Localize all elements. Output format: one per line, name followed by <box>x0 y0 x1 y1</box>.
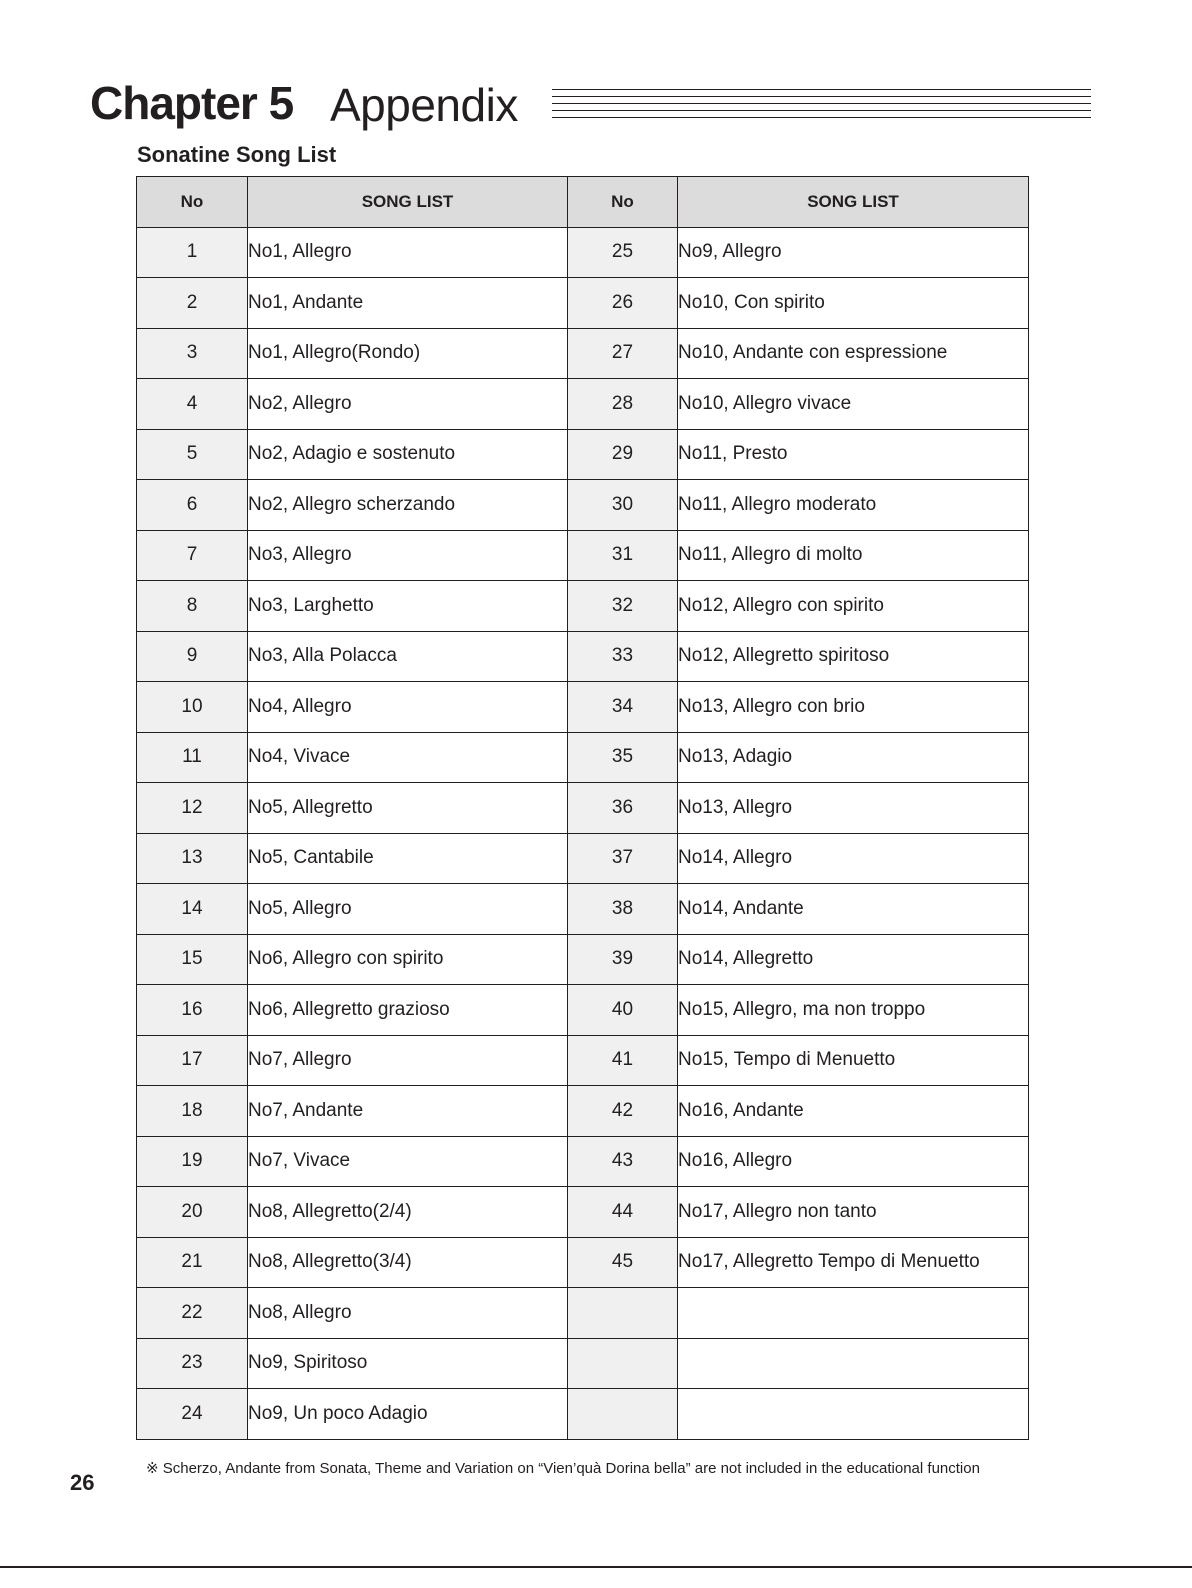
song-number-cell: 15 <box>137 934 248 985</box>
song-number-cell: 40 <box>568 985 678 1036</box>
bottom-rule <box>0 1566 1192 1568</box>
song-number-cell: 11 <box>137 732 248 783</box>
song-title-cell: No7, Allegro <box>248 1035 568 1086</box>
song-number-cell: 19 <box>137 1136 248 1187</box>
song-title-cell: No15, Allegro, ma non troppo <box>678 985 1029 1036</box>
song-number-cell: 8 <box>137 581 248 632</box>
song-title-cell: No1, Allegro <box>248 227 568 278</box>
song-number-cell: 45 <box>568 1237 678 1288</box>
song-number-cell: 12 <box>137 783 248 834</box>
song-number-cell: 33 <box>568 631 678 682</box>
song-title-cell: No7, Andante <box>248 1086 568 1137</box>
song-number-cell: 17 <box>137 1035 248 1086</box>
table-row <box>137 278 1029 329</box>
table-row <box>137 783 1029 834</box>
chapter-label: Chapter 5 <box>90 77 294 129</box>
table-row <box>137 379 1029 430</box>
song-number-cell: 10 <box>137 682 248 733</box>
song-number-cell <box>568 1389 678 1440</box>
table-header-row <box>137 177 1029 228</box>
song-title-cell: No5, Cantabile <box>248 833 568 884</box>
song-number-cell: 14 <box>137 884 248 935</box>
song-number-cell: 18 <box>137 1086 248 1137</box>
song-title-cell: No10, Con spirito <box>678 278 1029 329</box>
song-title-cell: No10, Allegro vivace <box>678 379 1029 430</box>
song-number-cell: 24 <box>137 1389 248 1440</box>
song-number-cell: 3 <box>137 328 248 379</box>
table-row <box>137 833 1029 884</box>
song-number-cell: 29 <box>568 429 678 480</box>
song-title-cell: No9, Spiritoso <box>248 1338 568 1389</box>
song-title-cell: No8, Allegro <box>248 1288 568 1339</box>
column-header-song-list: SONG LIST <box>248 177 568 228</box>
song-number-cell: 32 <box>568 581 678 632</box>
song-number-cell <box>568 1288 678 1339</box>
song-number-cell: 13 <box>137 833 248 884</box>
table-row <box>137 1136 1029 1187</box>
song-number-cell: 43 <box>568 1136 678 1187</box>
song-number-cell: 1 <box>137 227 248 278</box>
table-row <box>137 985 1029 1036</box>
song-title-cell: No8, Allegretto(2/4) <box>248 1187 568 1238</box>
song-title-cell: No5, Allegro <box>248 884 568 935</box>
table-row <box>137 480 1029 531</box>
table-row <box>137 581 1029 632</box>
song-title-cell: No5, Allegretto <box>248 783 568 834</box>
page-title: Appendix <box>330 79 518 131</box>
song-title-cell: No10, Andante con espressione <box>678 328 1029 379</box>
song-title-cell: No4, Vivace <box>248 732 568 783</box>
table-row <box>137 682 1029 733</box>
song-title-cell: No12, Allegro con spirito <box>678 581 1029 632</box>
song-title-cell: No13, Allegro con brio <box>678 682 1029 733</box>
table-row <box>137 884 1029 935</box>
song-number-cell: 25 <box>568 227 678 278</box>
song-title-cell: No6, Allegro con spirito <box>248 934 568 985</box>
page-number: 26 <box>70 1470 95 1495</box>
table-row <box>137 1389 1029 1440</box>
rule-line <box>552 89 1091 90</box>
song-number-cell: 36 <box>568 783 678 834</box>
song-title-cell: No15, Tempo di Menuetto <box>678 1035 1029 1086</box>
song-title-cell: No2, Allegro scherzando <box>248 480 568 531</box>
song-number-cell: 41 <box>568 1035 678 1086</box>
song-number-cell: 27 <box>568 328 678 379</box>
table-row <box>137 227 1029 278</box>
column-header-no: No <box>137 177 248 228</box>
table-row <box>137 1237 1029 1288</box>
song-number-cell: 30 <box>568 480 678 531</box>
song-number-cell: 35 <box>568 732 678 783</box>
column-header-no: No <box>568 177 678 228</box>
table-row <box>137 1187 1029 1238</box>
song-title-cell: No11, Presto <box>678 429 1029 480</box>
song-title-cell: No11, Allegro di molto <box>678 530 1029 581</box>
footnote: ※ Scherzo, Andante from Sonata, Theme and Variation on “Vien’quà Dorina bella” are not included in the educational function <box>146 1460 980 1477</box>
song-number-cell: 31 <box>568 530 678 581</box>
song-title-cell: No2, Allegro <box>248 379 568 430</box>
song-title-cell: No2, Adagio e sostenuto <box>248 429 568 480</box>
song-title-cell: No9, Allegro <box>678 227 1029 278</box>
song-number-cell: 44 <box>568 1187 678 1238</box>
table-row <box>137 934 1029 985</box>
song-title-cell: No14, Allegretto <box>678 934 1029 985</box>
song-title-cell: No11, Allegro moderato <box>678 480 1029 531</box>
song-number-cell: 21 <box>137 1237 248 1288</box>
song-title-cell: No8, Allegretto(3/4) <box>248 1237 568 1288</box>
song-number-cell: 6 <box>137 480 248 531</box>
song-title-cell: No1, Allegro(Rondo) <box>248 328 568 379</box>
song-number-cell: 22 <box>137 1288 248 1339</box>
song-title-cell: No14, Andante <box>678 884 1029 935</box>
song-number-cell: 26 <box>568 278 678 329</box>
table-row <box>137 328 1029 379</box>
song-title-cell: No3, Larghetto <box>248 581 568 632</box>
song-number-cell: 37 <box>568 833 678 884</box>
song-number-cell: 38 <box>568 884 678 935</box>
table-row <box>137 1338 1029 1389</box>
song-number-cell: 7 <box>137 530 248 581</box>
column-header-song-list: SONG LIST <box>678 177 1029 228</box>
song-title-cell: No13, Adagio <box>678 732 1029 783</box>
song-title-cell: No13, Allegro <box>678 783 1029 834</box>
rule-line <box>552 117 1091 118</box>
table-row <box>137 429 1029 480</box>
song-list-table <box>136 176 1029 1440</box>
song-number-cell: 28 <box>568 379 678 430</box>
song-title-cell: No7, Vivace <box>248 1136 568 1187</box>
title-rule-lines <box>552 89 1091 125</box>
table-row <box>137 530 1029 581</box>
song-number-cell: 34 <box>568 682 678 733</box>
song-title-cell <box>678 1338 1029 1389</box>
song-title-cell: No4, Allegro <box>248 682 568 733</box>
song-number-cell: 16 <box>137 985 248 1036</box>
rule-line <box>552 103 1091 104</box>
song-title-cell: No16, Allegro <box>678 1136 1029 1187</box>
rule-line <box>552 96 1091 97</box>
song-number-cell <box>568 1338 678 1389</box>
table-row <box>137 1035 1029 1086</box>
table-row <box>137 1288 1029 1339</box>
song-title-cell: No6, Allegretto grazioso <box>248 985 568 1036</box>
table-row <box>137 1086 1029 1137</box>
song-title-cell: No16, Andante <box>678 1086 1029 1137</box>
song-title-cell: No17, Allegretto Tempo di Menuetto <box>678 1237 1029 1288</box>
song-number-cell: 23 <box>137 1338 248 1389</box>
table-body <box>137 227 1029 1439</box>
song-number-cell: 2 <box>137 278 248 329</box>
song-title-cell: No14, Allegro <box>678 833 1029 884</box>
song-title-cell: No3, Allegro <box>248 530 568 581</box>
song-number-cell: 9 <box>137 631 248 682</box>
song-title-cell: No9, Un poco Adagio <box>248 1389 568 1440</box>
song-number-cell: 20 <box>137 1187 248 1238</box>
song-title-cell: No3, Alla Polacca <box>248 631 568 682</box>
section-subtitle: Sonatine Song List <box>137 142 337 167</box>
song-number-cell: 42 <box>568 1086 678 1137</box>
song-title-cell: No1, Andante <box>248 278 568 329</box>
song-title-cell <box>678 1288 1029 1339</box>
song-number-cell: 5 <box>137 429 248 480</box>
rule-line <box>552 110 1091 111</box>
song-number-cell: 39 <box>568 934 678 985</box>
song-title-cell <box>678 1389 1029 1440</box>
song-number-cell: 4 <box>137 379 248 430</box>
table-row <box>137 631 1029 682</box>
song-title-cell: No12, Allegretto spiritoso <box>678 631 1029 682</box>
table-row <box>137 732 1029 783</box>
song-title-cell: No17, Allegro non tanto <box>678 1187 1029 1238</box>
